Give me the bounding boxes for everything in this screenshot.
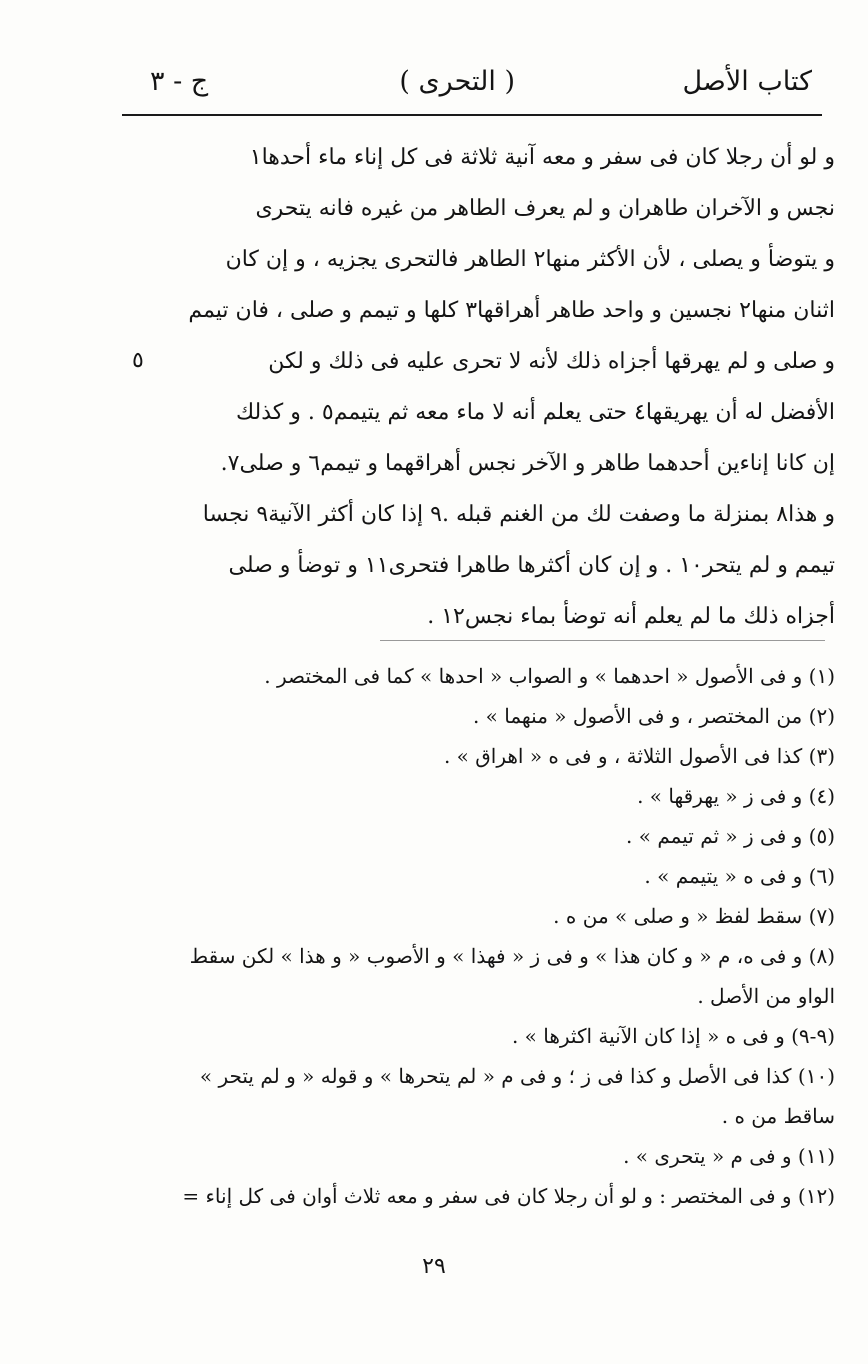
header-rule	[122, 114, 822, 116]
text-line: أجزاه ذلك ما لم يعلم أنه توضأ بماء نجس١٢ .	[427, 604, 835, 629]
text-line: اثنان منها٢ نجسين و واحد طاهر أهراقها٣ كلها و تيمم و صلى ، فان تيمم	[188, 298, 835, 323]
chapter-title: ( التحرى )	[399, 66, 515, 97]
margin-line-number: ٥	[132, 348, 144, 373]
footnote: (٤) و فى ز « يهرقها » .	[637, 784, 835, 808]
text-line: و لو أن رجلا كان فى سفر و معه آنية ثلاثة فى كل إناء ماء أحدها١	[249, 145, 835, 170]
footnote: (١١) و فى م « يتحرى » .	[623, 1144, 835, 1168]
text-line: نجس و الآخران طاهران و لم يعرف الطاهر من غيره فانه يتحرى	[255, 196, 835, 221]
footnote-divider	[380, 640, 825, 641]
text-line: تيمم و لم يتحر١٠ . و إن كان أكثرها طاهرا فتحرى١١ و توضأ و صلى	[228, 553, 835, 578]
text-line: الأفضل له أن يهريقها٤ حتى يعلم أنه لا ماء معه ثم يتيمم٥ . و كذلك	[235, 400, 835, 425]
text-line: و صلى و لم يهرقها أجزاه ذلك لأنه لا تحرى عليه فى ذلك و لكن	[268, 349, 835, 374]
footnote: (٢) من المختصر ، و فى الأصول « منهما » .	[472, 704, 835, 728]
main-text	[150, 132, 835, 642]
footnotes	[150, 656, 835, 1216]
page-number: ٢٩	[422, 1254, 446, 1279]
footnote: (٩-٩) و فى ه « إذا كان الآنية اكثرها » .	[511, 1024, 835, 1048]
volume-number: ج - ٣	[150, 66, 209, 97]
text-line: و يتوضأ و يصلى ، لأن الأكثر منها٢ الطاهر فالتحرى يجزيه ، و إن كان	[225, 247, 835, 272]
footnote: (٥) و فى ز « ثم تيمم » .	[626, 824, 835, 848]
footnote: (٨) و فى ه، م « و كان هذا » و فى ز « فهذا » و الأصوب « و هذا » لكن سقط الواو من الأصل .	[189, 944, 835, 1008]
text-line: و هذا٨ بمنزلة ما وصفت لك من الغنم قبله .٩ إذا كان أكثر الآنية٩ نجسا	[202, 502, 835, 527]
footnote: (١) و فى الأصول « احدهما » و الصواب « احدها » كما فى المختصر .	[264, 664, 835, 688]
footnote: (٦) و فى ه « يتيمم » .	[644, 864, 835, 888]
footnote: (١٢) و فى المختصر : و لو أن رجلا كان فى سفر و معه ثلاث أوان فى كل إناء =	[182, 1184, 835, 1208]
footnote: (٧) سقط لفظ « و صلى » من ه .	[553, 904, 835, 928]
text-line: إن كانا إناءين أحدهما طاهر و الآخر نجس أهراقهما و تيمم٦ و صلى٧.	[220, 451, 835, 476]
footnote: (١٠) كذا فى الأصل و كذا فى ز ؛ و فى م « لم يتحرها » و قوله « و لم يتحر » ساقط من ه .	[199, 1064, 835, 1128]
footnote: (٣) كذا فى الأصول الثلاثة ، و فى ه « اهراق » .	[443, 744, 835, 768]
book-title: كتاب الأصل	[682, 66, 812, 97]
running-header	[120, 62, 820, 110]
